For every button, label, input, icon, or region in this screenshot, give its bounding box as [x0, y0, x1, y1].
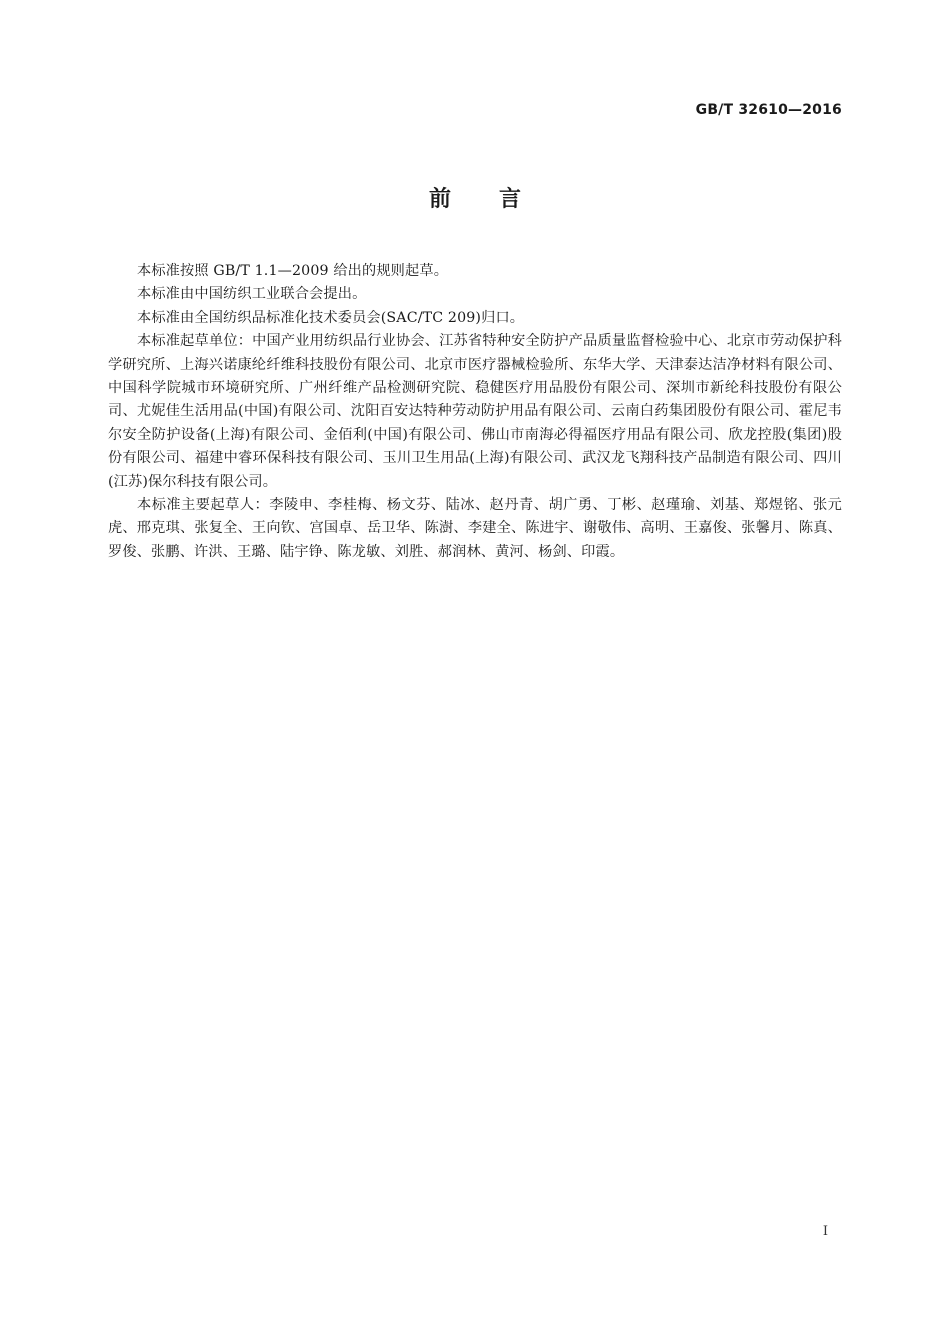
- standard-number: GB/T 32610—2016: [695, 102, 842, 118]
- paragraph-drafting-rules: 本标准按照 GB/T 1.1—2009 给出的规则起草。: [137, 263, 449, 279]
- paragraph-drafters: 本标准主要起草人：李陵申、李桂梅、杨文芬、陆冰、赵丹青、胡广勇、丁彬、赵瑾瑜、刘基、郑煜铭、张元虎、邢克琪、张复全、王向钦、宫国卓、岳卫华、陈澍、李建全、陈进宇、谢敬伟、高明、王嘉俊、张馨月、陈真、罗俊、张鹏、许洪、王璐、陆宇铮、陈龙敏、刘胜、郝润林、黄河、杨剑、印霞。: [108, 497, 842, 560]
- page-title: 前言: [428, 187, 569, 212]
- foreword-body: [108, 260, 842, 564]
- paragraph-proposer: 本标准由中国纺织工业联合会提出。: [137, 286, 367, 303]
- page-number: I: [822, 1224, 828, 1239]
- paragraph-technical-committee: 本标准由全国纺织品标准化技术委员会(SAC/TC 209)归口。: [137, 309, 525, 326]
- paragraph-drafting-units: 本标准起草单位：中国产业用纺织品行业协会、江苏省特种安全防护产品质量监督检验中心、北京市劳动保护科学研究所、上海兴诺康纶纤维科技股份有限公司、北京市医疗器械检验所、东华大学、天津泰达洁净材料有限公司、中国科学院城市环境研究所、广州纤维产品检测研究院、稳健医疗用品股份有限公司、深圳市新纶科技股份有限公司、尤妮佳生活用品(中国)有限公司、沈阳百安达特种劳动防护用品有限公司、云南白药集团股份有限公司、霍尼韦尔安全防护设备(上海)有限公司、金佰利(中国)有限公司、佛山市南海必得福医疗用品有限公司、欣龙控股(集团)股份有限公司、福建中睿环保科技有限公司、玉川卫生用品(上海)有限公司、武汉龙飞翔科技产品制造有限公司、四川(江苏)保尔科技有限公司。: [108, 333, 842, 490]
